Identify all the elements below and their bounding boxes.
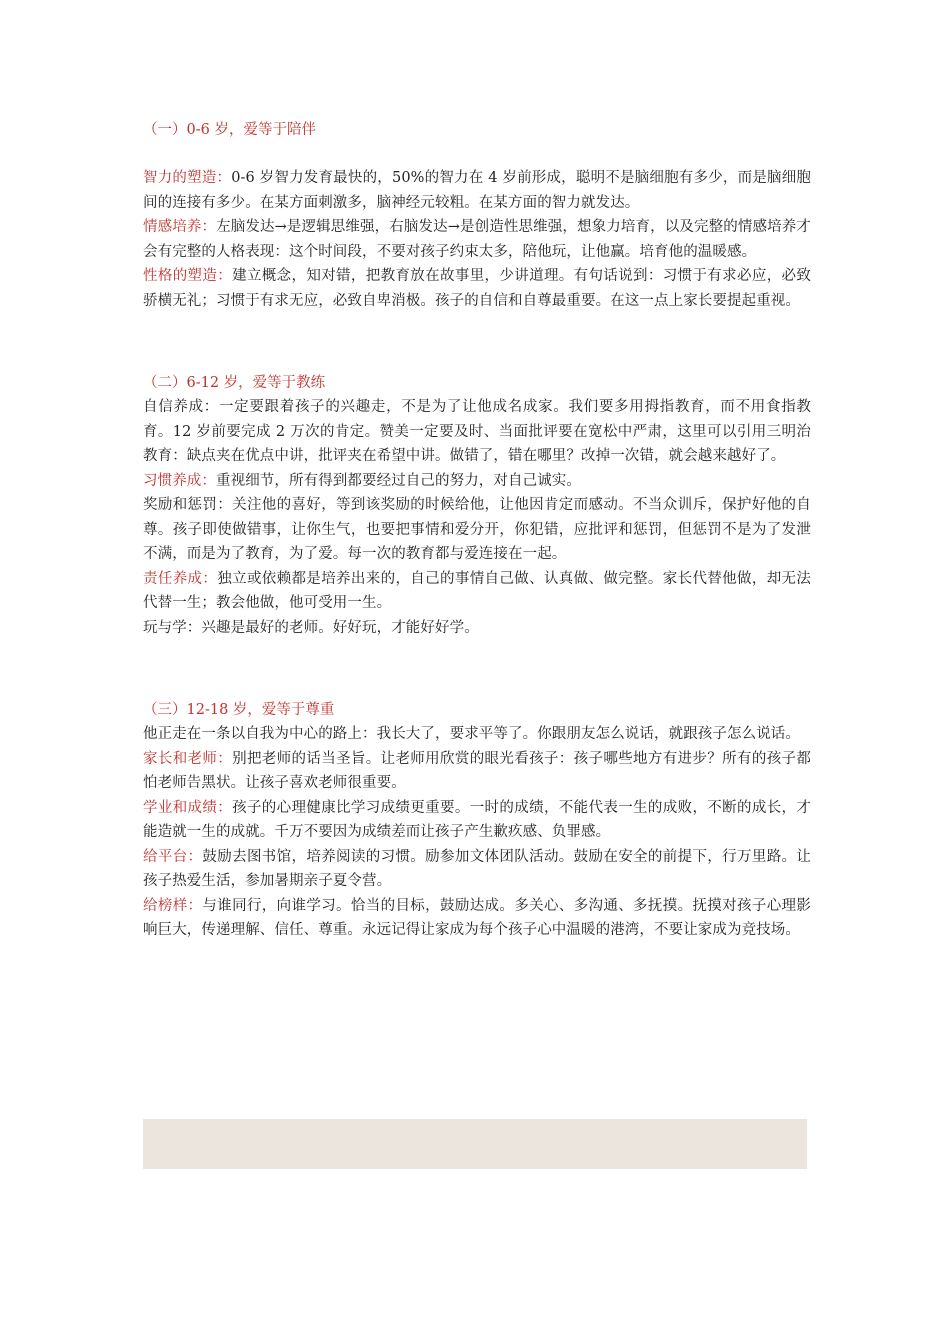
article-body [143, 118, 811, 943]
paragraph-confidence [143, 395, 811, 469]
section-6-12 [143, 371, 811, 640]
paragraph-text: 孩子的心理健康比学习成绩更重要。一时的成绩，不能代表一生的成败，不断的成长，才能造就一生的成就。千万不要因为成绩差而让孩子产生歉疚感、负罪感。 [143, 799, 811, 840]
paragraph-label: 给榜样： [143, 897, 203, 914]
paragraph-text: 与谁同行，向谁学习。恰当的目标，鼓励达成。多关心、多沟通、多抚摸。抚摸对孩子心理影响巨大，传递理解、信任、尊重。永远记得让家成为每个孩子心中温暖的港湾，不要让家成为竞技场。 [143, 897, 811, 938]
paragraph-intro [143, 722, 811, 747]
paragraph-text: 重视细节，所有得到都要经过自己的努力，对自己诚实。 [216, 472, 581, 489]
paragraph-responsibility [143, 567, 811, 616]
section-heading: （三）12-18 岁，爱等于尊重 [143, 702, 335, 718]
section-heading: （二）6-12 岁，爱等于教练 [143, 375, 326, 391]
paragraph-text: 左脑发达→是逻辑思维强，右脑发达→是创造性思维强，想象力培育，以及完整的情感培养才会有完整的人格表现：这个时间段，不要对孩子约束太多，陪他玩，让他赢。培育他的温暖感。 [143, 219, 811, 260]
paragraph-label: 性格的塑造： [143, 268, 233, 284]
section-heading: （一）0-6 岁，爱等于陪伴 [143, 122, 316, 138]
paragraph-play [143, 616, 811, 641]
paragraph-text: 建立概念，知对错，把教育放在故事里，少讲道理。有句话说到：习惯于有求必应，必致骄横无礼；习惯于有求无应，必致自卑消极。孩子的自信和自尊最重要。在这一点上家长要提起重视。 [143, 268, 811, 309]
paragraph-text: 鼓励去图书馆，培养阅读的习惯。励参加文体团队活动。鼓励在安全的前提下，行万里路。让孩子热爱生活，参加暑期亲子夏令营。 [143, 848, 811, 889]
paragraph-label: 学业和成绩： [143, 799, 233, 816]
section-0-6 [143, 118, 811, 313]
paragraph-text: 他正走在一条以自我为中心的路上：我长大了，要求平等了。你跟朋友怎么说话，就跟孩子怎么说话。 [143, 726, 800, 742]
paragraph-label: 责任养成： [143, 570, 218, 587]
paragraph-text: 0-6 岁智力发育最快的，50%的智力在 4 岁前形成，聪明不是脑细胞有多少，而是脑细胞间的连接有多少。在某方面刺激多，脑神经元较粗。在某方面的智力就发达。 [143, 170, 811, 211]
paragraph-text: 别把老师的话当圣旨。让老师用欣赏的眼光看孩子：孩子哪些地方有进步？所有的孩子都怕老师告黑状。让孩子喜欢老师很重要。 [143, 750, 811, 791]
section-12-18 [143, 698, 811, 943]
paragraph-text: 奖励和惩罚：关注他的喜好，等到该奖励的时候给他，让他因肯定而感动。不当众训斥，保护好他的自尊。孩子即使做错事，让你生气，也要把事情和爱分开，你犯错，应批评和惩罚，但惩罚不是为了发泄不满，而是为了教育，为了爱。每一次的教育都与爱连接在一起。 [143, 497, 811, 562]
paragraph-habit [143, 469, 811, 494]
paragraph-text: 独立或依赖都是培养出来的，自己的事情自己做、认真做、做完整。家长代替他做，却无法代替一生；教会他做，他可受用一生。 [143, 570, 811, 611]
footer-banner [143, 1119, 807, 1169]
paragraph-label: 家长和老师： [143, 750, 233, 767]
paragraph-text: 玩与学：兴趣是最好的老师。好好玩，才能好好学。 [143, 619, 479, 636]
paragraph-intelligence [143, 166, 811, 215]
paragraph-rolemodel [143, 894, 811, 943]
paragraph-grades [143, 796, 811, 845]
paragraph-label: 智力的塑造： [143, 170, 232, 186]
paragraph-text: 自信养成：一定要跟着孩子的兴趣走，不是为了让他成名成家。我们要多用拇指教育，而不用食指教育。12 岁前要完成 2 万次的肯定。赞美一定要及时、当面批评要在宽松中严肃，这里可以引用三明治教育：缺点夹在优点中讲，批评夹在希望中讲。做错了，错在哪里？改掉一次错，就会越来越好了。 [143, 399, 811, 464]
paragraph-character [143, 264, 811, 313]
paragraph-emotion [143, 215, 811, 264]
paragraph-label: 习惯养成： [143, 472, 216, 489]
paragraph-label: 给平台： [143, 848, 203, 865]
paragraph-reward [143, 493, 811, 567]
paragraph-platform [143, 845, 811, 894]
paragraph-teacher [143, 747, 811, 796]
paragraph-label: 情感培养： [143, 219, 217, 235]
